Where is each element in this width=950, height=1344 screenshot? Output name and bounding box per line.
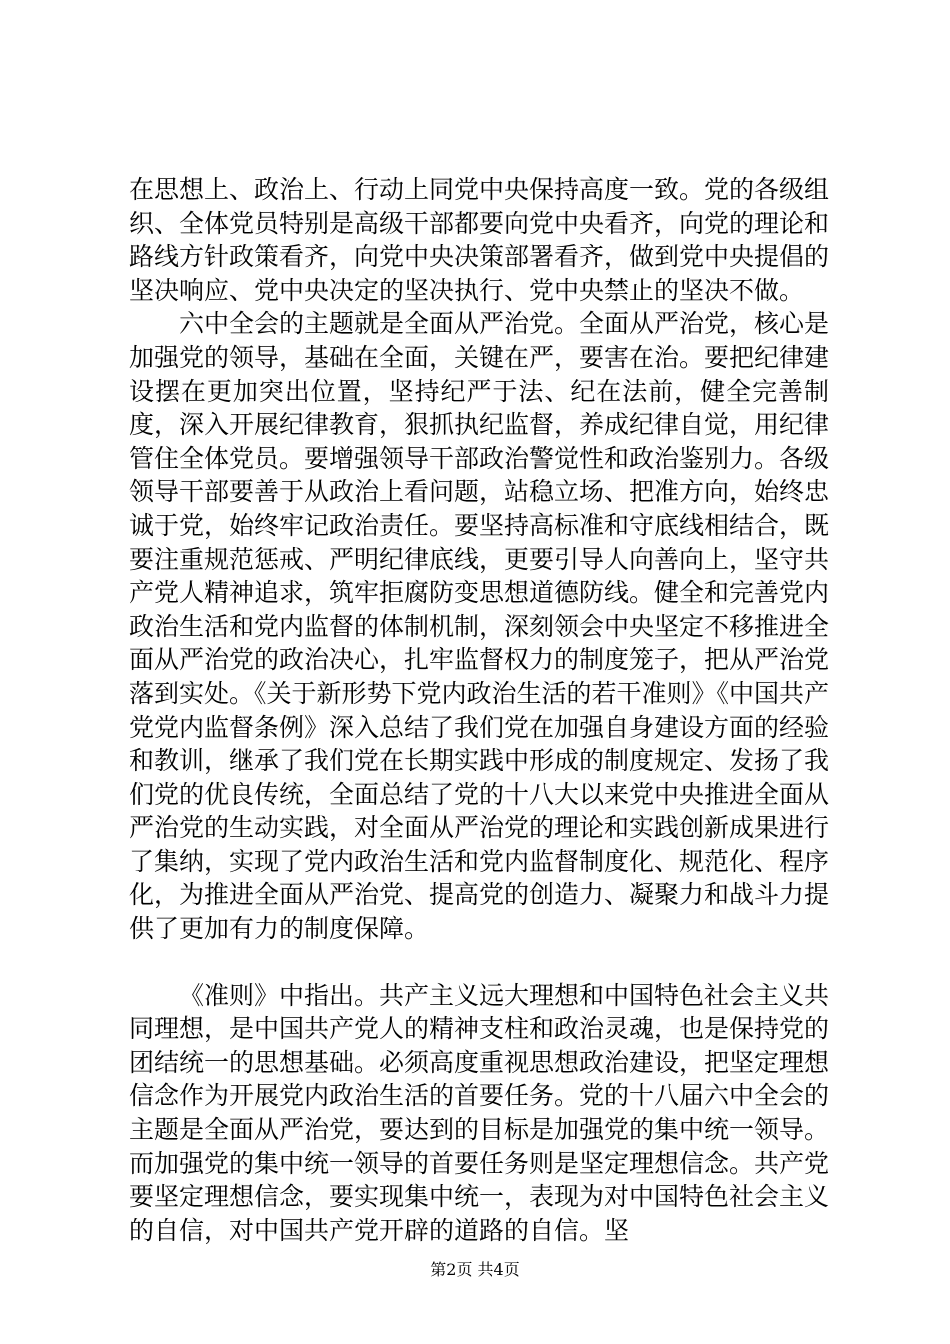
page-footer: 第2页 共4页 — [430, 1260, 520, 1279]
paragraph-3: 《准则》中指出。共产主义远大理想和中国特色社会主义共同理想，是中国共产党人的精神支柱和政治灵魂，也是保持党的团结统一的思想基础。必须高度重视思想政治建设，把坚定理想信念作为开展党内政治生活的首要任务。党的十八届六中全会的主题是全面从严治党，要达到的目标是加强党的集中统一领导。而加强党的集中统一领导的首要任务则是坚定理想信念。共产党要坚定理想信念，要实现集中统一，表现为对中国特色社会主义的自信，对中国共产党开辟的道路的自信。坚 — [129, 980, 830, 1245]
document-body — [129, 173, 829, 1247]
paragraph-1: 在思想上、政治上、行动上同党中央保持高度一致。党的各级组织、全体党员特别是高级干部都要向党中央看齐，向党的理论和路线方针政策看齐，向党中央决策部署看齐，做到党中央提倡的坚决响应、党中央决定的坚决执行、党中央禁止的坚决不做。 — [129, 175, 830, 305]
paragraph-2: 六中全会的主题就是全面从严治党。全面从严治党，核心是加强党的领导，基础在全面，关键在严，要害在治。要把纪律建设摆在更加突出位置，坚持纪严于法、纪在法前，健全完善制度，深入开展纪律教育，狠抓执纪监督，养成纪律自觉，用纪律管住全体党员。要增强领导干部政治警觉性和政治鉴别力。各级领导干部要善于从政治上看问题，站稳立场、把准方向，始终忠诚于党，始终牢记政治责任。要坚持高标准和守底线相结合，既要注重规范惩戒、严明纪律底线，更要引导人向善向上，坚守共产党人精神追求，筑牢拒腐防变思想道德防线。健全和完善党内政治生活和党内监督的体制机制，深刻领会中央坚定不移推进全面从严治党的政治决心，扎牢监督权力的制度笼子，把从严治党落到实处。《关于新形势下党内政治生活的若干准则》《中国共产党党内监督条例》深入总结了我们党在加强自身建设方面的经验和教训，继承了我们党在长期实践中形成的制度规定、发扬了我们党的优良传统，全面总结了党的十八大以来党中央推进全面从严治党的生动实践，对全面从严治党的理论和实践创新成果进行了集纳，实现了党内政治生活和党内监督制度化、规范化、程序化，为推进全面从严治党、提高党的创造力、凝聚力和战斗力提供了更加有力的制度保障。 — [129, 309, 830, 944]
